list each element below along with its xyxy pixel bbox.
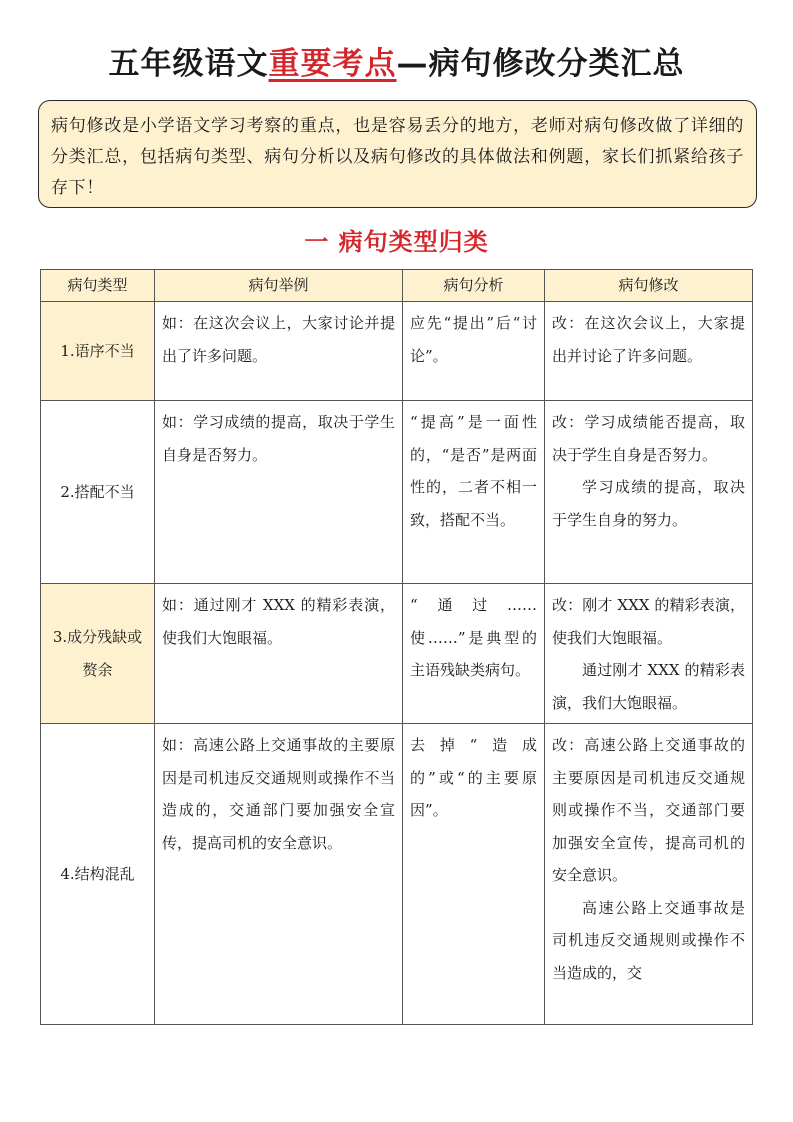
- row-analysis: “通过……使……”是典型的主语残缺类病句。: [403, 584, 545, 724]
- row-fix-alt: 高速公路上交通事故是司机违反交通规则或操作不当造成的，交: [552, 898, 745, 982]
- row-type: 4.结构混乱: [41, 724, 155, 1025]
- row-fix: [545, 401, 753, 584]
- row-fix: [545, 302, 753, 401]
- table-row: [41, 724, 753, 1025]
- row-example: 如：学习成绩的提高，取决于学生自身是否努力。: [155, 401, 403, 584]
- row-fix-alt: 通过刚才 XXX 的精彩表演，我们大饱眼福。: [552, 661, 745, 712]
- page-title: [0, 44, 793, 84]
- row-fix-text: 改：高速公路上交通事故的主要原因是司机违反交通规则或操作不当，交通部门要加强安全宣传，提高司机的安全意识。: [552, 736, 745, 884]
- header-example: 病句举例: [155, 270, 403, 302]
- row-example: 如：高速公路上交通事故的主要原因是司机违反交通规则或操作不当造成的，交通部门要加强安全宣传，提高司机的安全意识。: [155, 724, 403, 1025]
- row-type: 3.成分残缺或赘余: [41, 584, 155, 724]
- header-type: 病句类型: [41, 270, 155, 302]
- sentence-error-table: [40, 269, 753, 1025]
- row-analysis: “提高”是一面性的，“是否”是两面性的，二者不相一致，搭配不当。: [403, 401, 545, 584]
- row-fix-text: 改：刚才 XXX 的精彩表演，使我们大饱眼福。: [552, 596, 745, 647]
- header-analysis: 病句分析: [403, 270, 545, 302]
- row-type: 1.语序不当: [41, 302, 155, 401]
- table-row: [41, 584, 753, 724]
- row-type: 2.搭配不当: [41, 401, 155, 584]
- row-fix-text: 改：在这次会议上，大家提出并讨论了许多问题。: [552, 314, 745, 365]
- row-fix: [545, 584, 753, 724]
- section-title: 一 病句类型归类: [304, 228, 489, 256]
- header-fix: 病句修改: [545, 270, 753, 302]
- title-suffix: —病句修改分类汇总: [396, 46, 685, 82]
- row-analysis: 去掉“造成的”或“的主要原因”。: [403, 724, 545, 1025]
- table-header-row: [41, 270, 753, 302]
- row-example: 如：通过刚才 XXX 的精彩表演，使我们大饱眼福。: [155, 584, 403, 724]
- row-example: 如：在这次会议上，大家讨论并提出了许多问题。: [155, 302, 403, 401]
- intro-box: [38, 100, 757, 208]
- row-analysis: 应先“提出”后“讨论”。: [403, 302, 545, 401]
- title-highlight: 重要考点: [268, 46, 397, 82]
- row-fix-text: 改：学习成绩能否提高，取决于学生自身是否努力。: [552, 413, 745, 464]
- intro-text: 病句修改是小学语文学习考察的重点，也是容易丢分的地方，老师对病句修改做了详细的分类汇总，包括病句类型、病句分析以及病句修改的具体做法和例题，家长们抓紧给孩子存下！: [51, 116, 744, 198]
- table-row: [41, 302, 753, 401]
- row-fix-alt: 学习成绩的提高，取决于学生自身的努力。: [552, 478, 745, 529]
- row-fix: [545, 724, 753, 1025]
- title-prefix: 五年级语文: [108, 46, 269, 82]
- table-row: [41, 401, 753, 584]
